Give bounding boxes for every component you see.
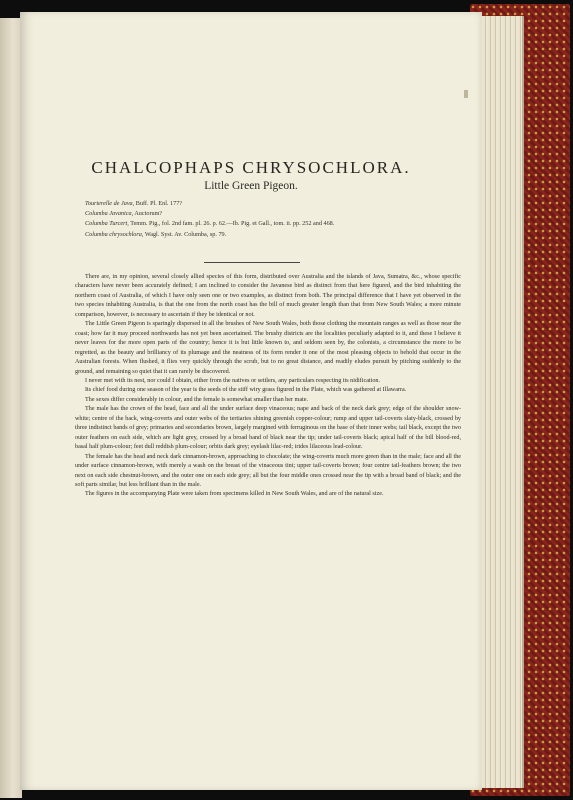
synonym-list	[85, 199, 465, 240]
synonym-line: Columba chrysochlora, Wagl. Syst. Av. Columba, sp. 79.	[85, 230, 227, 238]
body-text	[75, 273, 461, 500]
paragraph: There are, in my opinion, several closely allied species of this form, distributed over Australia and the islands of Java, Sumatra, &c., whose specific characters have never been accurately defined; I am inclined to consider the Javanese bird as distinct from that here figured, and the bird inhabiting the northern coast of Australia, of which I have only seen one or two examples, as distinct from both. The principal difference that I have yet observed in the two species inhabiting Australia, is that the one from the north coast has the bill of much greater length than that from New South Wales; a more minute comparison, however, is necessary to ascertain if they be identical or not.	[75, 274, 461, 318]
paragraph: Its chief food during one season of the year is the seeds of the stiff wiry grass figured in the Plate, which was gathered at Illawarra.	[85, 387, 407, 394]
left-page-edge	[0, 18, 22, 798]
paragraph: The sexes differ considerably in colour, and the female is somewhat smaller than her mate.	[85, 396, 309, 403]
synonym-line: Tourterelle de Java, Buff. Pl. Enl. 177?	[85, 200, 183, 207]
paragraph: I never met with its nest, nor could I obtain, either from the natives or settlers, any particulars respecting its nidification.	[85, 377, 381, 384]
synonym-line: Columba Javanica, Auctorum?	[85, 210, 163, 218]
page-clip	[464, 90, 468, 98]
species-title: CHALCOPHAPS CHRYSOCHLORA.	[91, 158, 411, 177]
paragraph: The figures in the accompanying Plate were taken from specimens killed in New South Wales, and are of the natural size.	[85, 491, 384, 498]
divider-rule	[204, 262, 300, 263]
common-name: Little Green Pigeon.	[204, 180, 298, 192]
paragraph: The male has the crown of the head, face and all the under surface deep vinaceous; nape and back of the neck dark grey; edge of the shoulder snow-white; centre of the back, wing-coverts and outer webs of the tertiaries shining greenish copper-colour; rump and upper tail-coverts slaty-black, crossed by three indistinct bands of grey; primaries and secondaries brown, largely margined with ferruginous on the base of their inner webs; tail black, except the two outer feathers on each side, which are light grey, crossed by a broad band of black near the tip; under tail-coverts black; apical half of the bill blood-red, basal half plum-colour; feet dull reddish plum-colour; orbits dark grey; eyelash lilac-red; irides lilaceous lead-colour.	[75, 406, 461, 451]
paragraph: The female has the head and neck dark cinnamon-brown, approaching to chocolate; the wing-coverts much more green than in the male; face and all the under surface cinnamon-brown, with merely a wash on the breast of the vinaceous tint; upper tail-coverts brown; four centre tail-feathers brown; the two next on each side chestnut-brown, and the outer one on each side grey; all but the four middle ones crossed near the tip with a broad band of black; and the soft parts similar, but less brilliant than in the male.	[75, 453, 461, 488]
synonym-line: Columba Turcert, Temm. Pig., fol. 2nd fam. pl. 26. p. 62.—Ib. Pig. et Gall., tom. ii. pp. 252 and 468.	[85, 220, 335, 228]
paragraph: The Little Green Pigeon is sparingly dispersed in all the brushes of New South Wales, both those clothing the mountain ranges as well as those near the coast; how far it may proceed northwards has not yet been ascertained. The brushy districts are the localities peculiarly adapted to it, and these I believe it never leaves for the more open parts of the country; hence it is but little known to, and seldom seen by, the colonists, a circumstance the more to be regretted, as the beauty and brilliancy of its plumage and the neatness of its form render it one of the most pleasing objects to behold that occur in the Australian forests. When flushed, it flies very quickly through the scrub, but to no great distance, and readily eludes pursuit by pitching suddenly to the ground, and remaining so quiet that it can rarely be discovered.	[75, 321, 461, 375]
page-block-edges	[478, 16, 524, 788]
